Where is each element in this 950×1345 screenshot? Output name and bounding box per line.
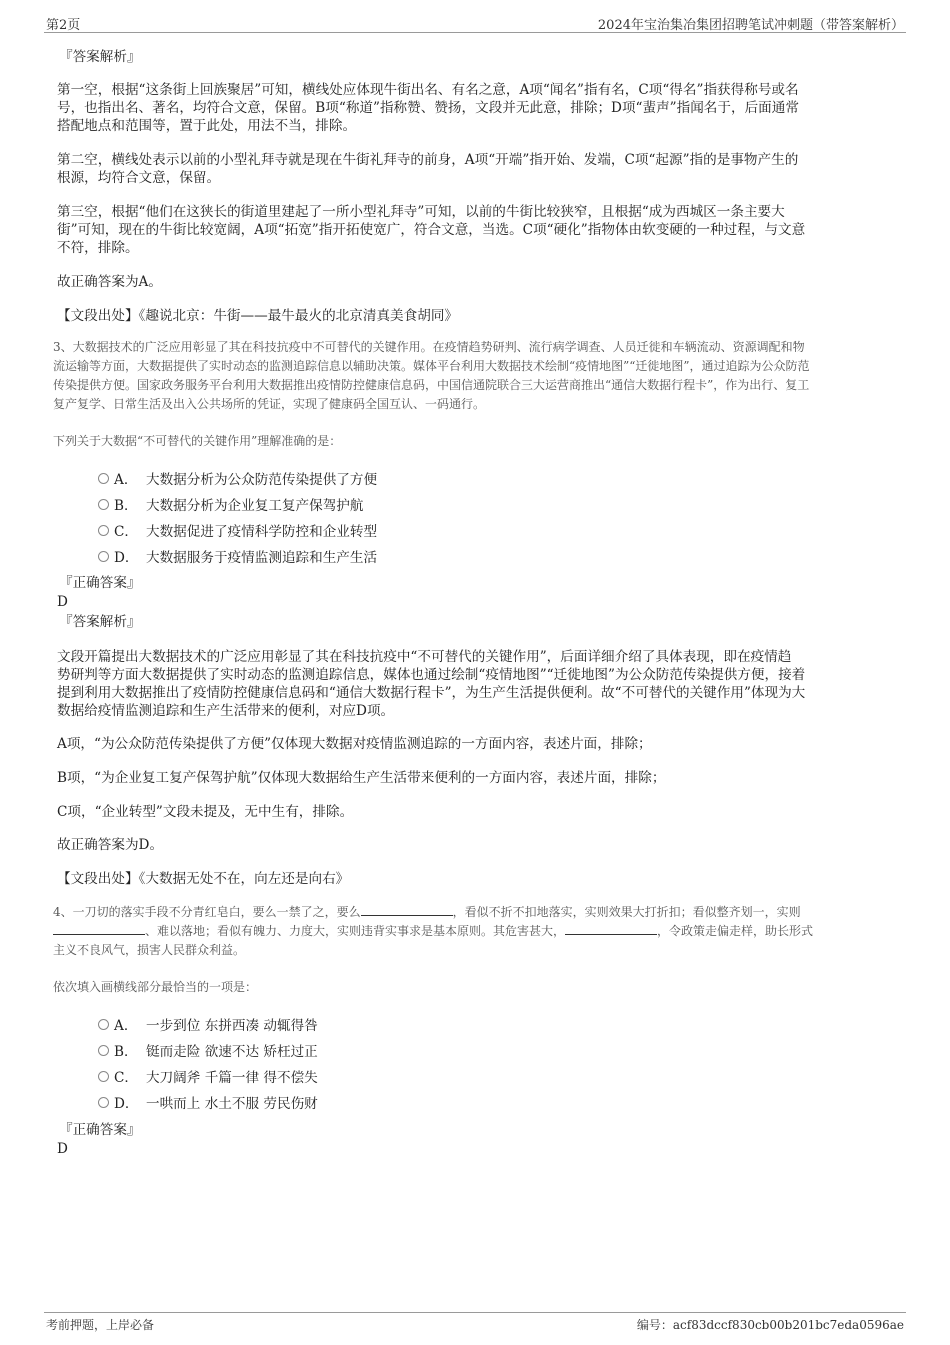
analysis-paragraph-1: 第一空，根据“这条街上回族聚居”可知，横线处应体现牛街出名、有名之意，A项“闻名”指有名，C项“得名”指获得称号或名 号，也指出名、著名，均符合文意，保留。B项“称道”指称赞、赞扬，文段并无此意，排除；D项“蜚声”指闻名于，后面通常 搭配地点和范围等，置于此处，用法不当，排除。 [57, 82, 799, 134]
radio-icon[interactable] [98, 1019, 109, 1030]
correct-answer-label: 『正确答案』 [59, 1122, 141, 1138]
page-footer [44, 1312, 906, 1332]
option-c[interactable]: C． 大数据促进了疫情科学防控和企业转型 [57, 517, 657, 543]
question-4-prompt: 依次填入画横线部分最恰当的一项是： [53, 980, 258, 994]
source-line: 【文段出处】《趣说北京：牛街——最牛最火的北京清真美食胡同》 [57, 308, 459, 324]
analysis-conclusion: 故正确答案为A。 [57, 274, 162, 290]
radio-icon[interactable] [98, 1071, 109, 1082]
footer-slogan: 考前押题，上岸必备 [46, 1318, 155, 1332]
option-a[interactable]: A． 大数据分析为公众防范传染提供了方便 [57, 465, 657, 491]
option-b[interactable]: B． 铤而走险 欲速不达 矫枉过正 [57, 1037, 657, 1063]
question-3-prompt: 下列关于大数据“不可替代的关键作用”理解准确的是： [53, 434, 342, 448]
analysis-paragraph-2: 第二空，横线处表示以前的小型礼拜寺就是现在牛街礼拜寺的前身，A项“开端”指开始、发端，C项“起源”指的是事物产生的 根源，均符合文意，保留。 [57, 152, 799, 186]
option-d[interactable]: D． 一哄而上 水土不服 劳民伤财 [57, 1089, 657, 1115]
radio-icon[interactable] [98, 473, 109, 484]
answer-analysis-label: 『答案解析』 [59, 49, 141, 65]
question-3-options [57, 465, 657, 569]
question-3-analysis: 文段开篇提出大数据技术的广泛应用彰显了其在科技抗疫中“不可替代的关键作用”，后面详细介绍了具体表现，即在疫情趋 势研判等方面大数据提供了实时动态的监测追踪信息，媒体也通过绘制“疫情地图”“迁徙地图”为公众防范传染提供方便，接着 提到利用大数据推出了疫情防控健康信息码和“通信大数据行程卡”，为生产生活提供便利。故“不可替代的关键作用”体现为大 数据给疫情监测追踪和生产生活带来的便利，对应D项。 [57, 649, 806, 719]
fill-blank-2 [53, 924, 145, 935]
answer-analysis-label: 『答案解析』 [59, 614, 141, 630]
radio-icon[interactable] [98, 499, 109, 510]
option-d[interactable]: D． 大数据服务于疫情监测追踪和生产生活 [57, 543, 657, 569]
fill-blank-1 [361, 905, 453, 916]
radio-icon[interactable] [98, 525, 109, 536]
option-a[interactable]: A． 一步到位 东拼西凑 动辄得咎 [57, 1011, 657, 1037]
radio-icon[interactable] [98, 1097, 109, 1108]
question-4-options [57, 1011, 657, 1115]
question-4-stem: 4、一刀切的落实手段不分青红皂白，要么一禁了之，要么 ，看似不折不扣地落实，实则效果大打折扣；看似整齐划一，实则 、难以落地；看似有魄力、力度大，实则违背实事求是基本原则。其危害甚大， ，令政策走偏走样，助长形式 主义不良风气，损害人民群众利益。 [53, 905, 814, 957]
document-id: 编号：acf83dccf830cb00b201bc7eda0596ae [636, 1318, 904, 1332]
analysis-option-b: B项，“为企业复工复产保驾护航”仅体现大数据给生产生活带来便利的一方面内容，表述片面，排除； [57, 770, 666, 786]
fill-blank-3 [565, 924, 657, 935]
source-line: 【文段出处】《大数据无处不在，向左还是向右》 [57, 871, 350, 887]
page-number: 第2页 [46, 18, 81, 33]
option-c[interactable]: C． 大刀阔斧 千篇一律 得不偿失 [57, 1063, 657, 1089]
correct-answer-value: D [57, 594, 68, 610]
correct-answer-label: 『正确答案』 [59, 575, 141, 591]
document-title: 2024年宝治集冶集团招聘笔试冲刺题（带答案解析） [597, 18, 904, 33]
analysis-option-c: C项，“企业转型”文段未提及，无中生有，排除。 [57, 804, 354, 820]
option-b[interactable]: B． 大数据分析为企业复工复产保驾护航 [57, 491, 657, 517]
question-3-stem: 3、大数据技术的广泛应用彰显了其在科技抗疫中不可替代的关键作用。在疫情趋势研判、流行病学调查、人员迁徙和车辆流动、资源调配和物 流运输等方面，大数据提供了实时动态的监测追踪信息以辅助决策。媒体平台利用大数据技术绘制“疫情地图”“迁徙地图”，通过追踪为公众防范 传染提供方便。国家政务服务平台利用大数据推出疫情防控健康信息码，中国信通院联合三大运营商推出“通信大数据行程卡”，作为出行、复工 复产复学、日常生活及出入公共场所的凭证，实现了健康码全国互认、一码通行。 [53, 340, 810, 411]
radio-icon[interactable] [98, 1045, 109, 1056]
correct-answer-value: D [57, 1141, 68, 1157]
analysis-conclusion: 故正确答案为D。 [57, 837, 164, 853]
page-header [44, 12, 906, 33]
analysis-option-a: A项，“为公众防范传染提供了方便”仅体现大数据对疫情监测追踪的一方面内容，表述片面，排除； [57, 736, 652, 752]
analysis-paragraph-3: 第三空，根据“他们在这狭长的街道里建起了一所小型礼拜寺”可知，以前的牛街比较狭窄，且根据“成为西城区一条主要大 街”可知，现在的牛街比较宽阔，A项“拓宽”指开拓使宽广，符合文意，当选。C项“硬化”指物体由软变硬的一种过程，与文意 不符，排除。 [57, 204, 806, 256]
radio-icon[interactable] [98, 551, 109, 562]
